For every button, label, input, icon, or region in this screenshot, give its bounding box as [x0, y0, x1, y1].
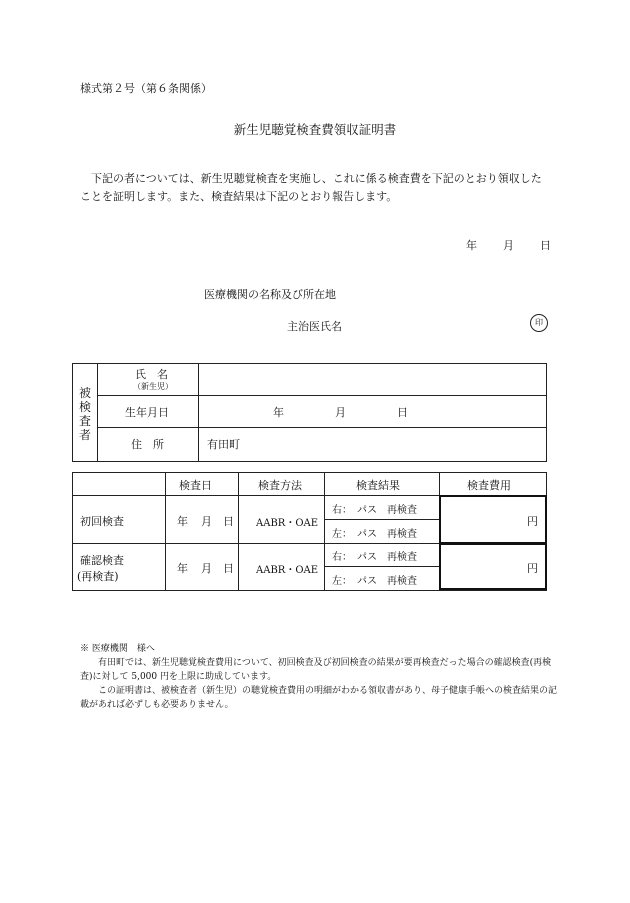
notes-section [80, 642, 560, 712]
row-confirm-left-result[interactable]: 左： パス 再検査 [332, 576, 417, 587]
document-title: 新生児聴覚検査費領収証明書 [233, 122, 397, 137]
birth-month: 月 [335, 406, 346, 419]
date-month: 月 [503, 239, 514, 252]
date-day: 日 [540, 239, 551, 252]
seal-mark: 印 [530, 314, 548, 332]
row-initial-fee-unit: 円 [527, 515, 538, 528]
header-exam-date: 検査日 [179, 479, 212, 492]
birth-day: 日 [397, 406, 408, 419]
notes-paragraph-1: 有田町では、新生児聴覚検査費用について、初回検査及び初回検査の結果が要再検査だった場合の確認検査(再検査)に対して 5,000 円を上限に助成しています。 [80, 658, 552, 682]
name-label: 氏 名 [135, 368, 168, 381]
row-confirm-month: 月 [201, 562, 212, 575]
address-label: 住 所 [131, 438, 164, 451]
row-confirm-sublabel: (再検査) [77, 570, 119, 583]
row-confirm-method: AABR・OAE [256, 565, 319, 576]
row-confirm-fee-unit: 円 [527, 562, 538, 575]
institution-label: 医療機関の名称及び所在地 [204, 288, 336, 301]
row-initial-right-result[interactable]: 右： パス 再検査 [332, 505, 417, 516]
row-initial-day: 日 [223, 515, 234, 528]
header-exam-method: 検査方法 [258, 479, 302, 492]
issue-date [466, 237, 551, 253]
intro-text: 下記の者については、新生児聴覚検査を実施し、これに係る検査費を下記のとおり領収したことを証明します。また、検査結果は下記のとおり報告します。 [80, 172, 542, 203]
birth-year: 年 [273, 406, 284, 419]
row-confirm-right-result[interactable]: 右： パス 再検査 [332, 552, 417, 563]
row-confirm-day: 日 [223, 562, 234, 575]
header-exam-fee: 検査費用 [467, 479, 511, 492]
notes-heading: ※ 医療機関 様へ [80, 644, 155, 654]
address-value[interactable]: 有田町 [207, 438, 240, 451]
examinee-section-label: 被 検 査 者 [78, 386, 91, 442]
name-field[interactable] [200, 366, 544, 394]
row-initial-method: AABR・OAE [256, 518, 319, 529]
name-sublabel: （新生児） [133, 382, 173, 391]
notes-paragraph-2: この証明書は、被検査者（新生児）の聴覚検査費用の明細がわかる領収書があり、母子健康手帳への検査結果の記載があれば必ずしも必要ありません。 [80, 686, 558, 710]
header-exam-result: 検査結果 [356, 479, 400, 492]
row-initial-month: 月 [201, 515, 212, 528]
birthdate-label: 生年月日 [125, 406, 169, 419]
row-initial-label: 初回検査 [80, 515, 124, 528]
row-initial-left-result[interactable]: 左： パス 再検査 [332, 529, 417, 540]
row-confirm-label: 確認検査 [80, 554, 124, 567]
date-year: 年 [466, 239, 477, 252]
row-confirm-year: 年 [177, 562, 188, 575]
doctor-label: 主治医氏名 [287, 320, 342, 333]
examinee-table [72, 363, 547, 462]
form-number: 様式第２号（第６条関係） [80, 82, 212, 95]
row-initial-year: 年 [177, 515, 188, 528]
exam-table [72, 472, 547, 591]
